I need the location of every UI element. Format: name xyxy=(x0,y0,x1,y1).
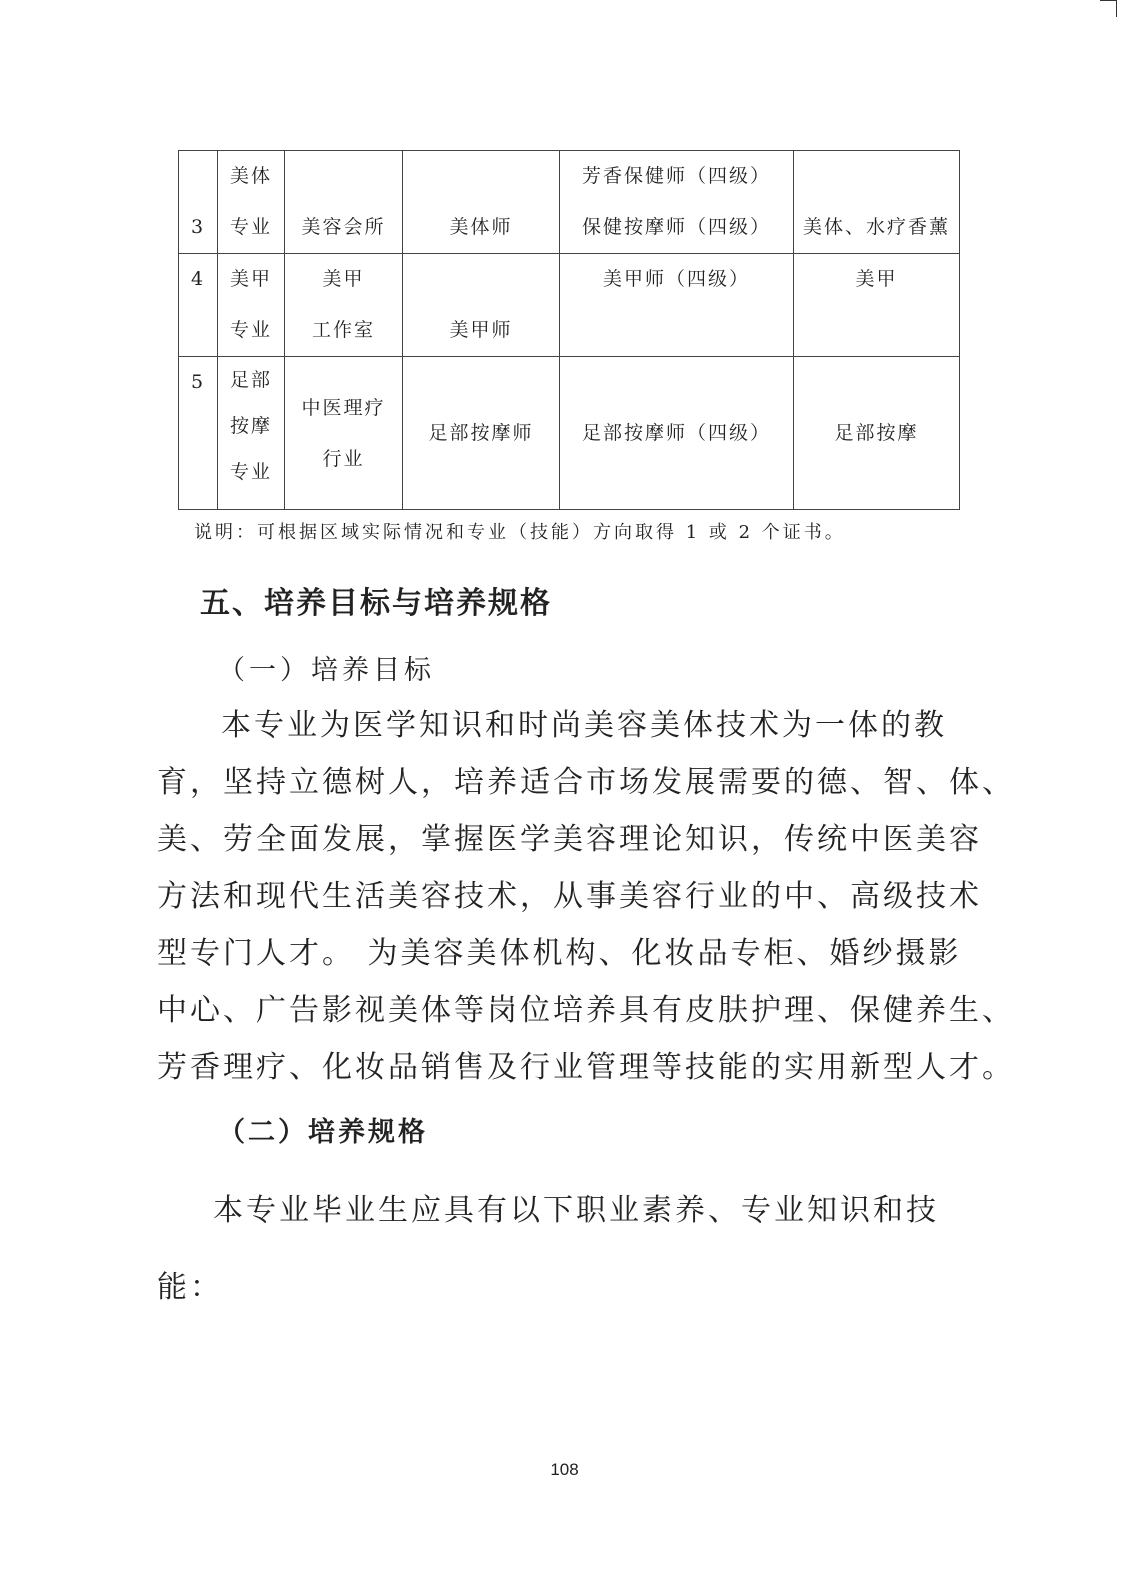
industry-cell xyxy=(285,151,403,254)
certificates-text: 美甲师（四级） xyxy=(602,268,750,290)
certificates-text: 保健按摩师（四级） xyxy=(581,216,771,238)
industry-text: 美甲 xyxy=(322,268,365,290)
direction-cell xyxy=(794,357,960,510)
paragraph-line: 美、劳全面发展，掌握医学美容理论知识，传统中医美容 xyxy=(157,822,982,857)
industry-text: 工作室 xyxy=(311,319,375,341)
paragraph-line: 本专业为医学知识和时尚美容美体技术为一体的教 xyxy=(221,708,947,743)
direction-text: 足部按摩 xyxy=(834,422,919,444)
row-number-cell xyxy=(179,151,218,254)
certificates-cell xyxy=(560,254,794,357)
position-cell xyxy=(403,357,560,510)
paragraph-line: 本专业毕业生应具有以下职业素养、专业知识和技 xyxy=(213,1193,939,1228)
table-row xyxy=(179,151,960,254)
row-number: 5 xyxy=(190,371,206,393)
crop-mark xyxy=(1100,0,1117,17)
industry-cell xyxy=(285,254,403,357)
paragraph-line: 型专门人才。 为美容美体机构、化妆品专柜、婚纱摄影 xyxy=(157,936,962,971)
certificates-text: 芳香保健师（四级） xyxy=(581,165,771,187)
goals-paragraph xyxy=(157,697,1015,1096)
industry-text: 美容会所 xyxy=(301,216,386,238)
certificate-table xyxy=(178,150,960,510)
direction-cell xyxy=(794,151,960,254)
page-number: 108 xyxy=(550,1460,579,1479)
certificates-cell xyxy=(560,151,794,254)
position-text: 足部按摩师 xyxy=(428,422,534,444)
position-text: 美甲师 xyxy=(449,319,513,341)
direction-text: 美体、水疗香薰 xyxy=(802,216,950,238)
major-cell xyxy=(218,254,285,357)
certificates-text: 足部按摩师（四级） xyxy=(581,422,771,444)
table-note: 说明：可根据区域实际情况和专业（技能）方向取得 1 或 2 个证书。 xyxy=(194,522,846,543)
industry-cell xyxy=(285,357,403,510)
paragraph-line: 方法和现代生活美容技术，从事美容行业的中、高级技术 xyxy=(157,879,982,914)
direction-cell xyxy=(794,254,960,357)
paragraph-line: 能： xyxy=(157,1270,223,1305)
position-cell xyxy=(403,254,560,357)
certificate-table-body xyxy=(179,151,960,510)
industry-text: 中医理疗 xyxy=(301,396,386,419)
paragraph-line: 中心、广告影视美体等岗位培养具有皮肤护理、保健养生、 xyxy=(157,993,1015,1028)
major-cell xyxy=(218,357,285,510)
direction-text: 美甲 xyxy=(855,268,898,290)
major-cell xyxy=(218,151,285,254)
major-text: 按摩 xyxy=(229,415,272,437)
major-text: 足部 xyxy=(229,369,272,391)
industry-text: 行业 xyxy=(322,447,365,470)
row-number-cell xyxy=(179,357,218,510)
row-number-cell xyxy=(179,254,218,357)
certificates-cell xyxy=(560,357,794,510)
position-cell xyxy=(403,151,560,254)
paragraph-line: 育，坚持立德树人，培养适合市场发展需要的德、智、体、 xyxy=(157,765,1015,800)
paragraph-line: 芳香理疗、化妆品销售及行业管理等技能的实用新型人才。 xyxy=(157,1050,1015,1085)
row-number: 4 xyxy=(190,268,206,290)
section-title: 五、培养目标与培养规格 xyxy=(200,586,552,621)
major-text: 专业 xyxy=(229,216,272,238)
table-row xyxy=(179,254,960,357)
subsection-title-specs: （二）培养规格 xyxy=(218,1117,428,1148)
table-row xyxy=(179,357,960,510)
major-text: 专业 xyxy=(229,461,272,483)
row-number: 3 xyxy=(190,216,206,238)
major-text: 美体 xyxy=(229,165,272,187)
subsection-title-goals: （一）培养目标 xyxy=(218,655,435,686)
specs-paragraph xyxy=(157,1172,1003,1326)
major-text: 专业 xyxy=(229,319,272,341)
major-text: 美甲 xyxy=(229,268,272,290)
position-text: 美体师 xyxy=(449,216,513,238)
